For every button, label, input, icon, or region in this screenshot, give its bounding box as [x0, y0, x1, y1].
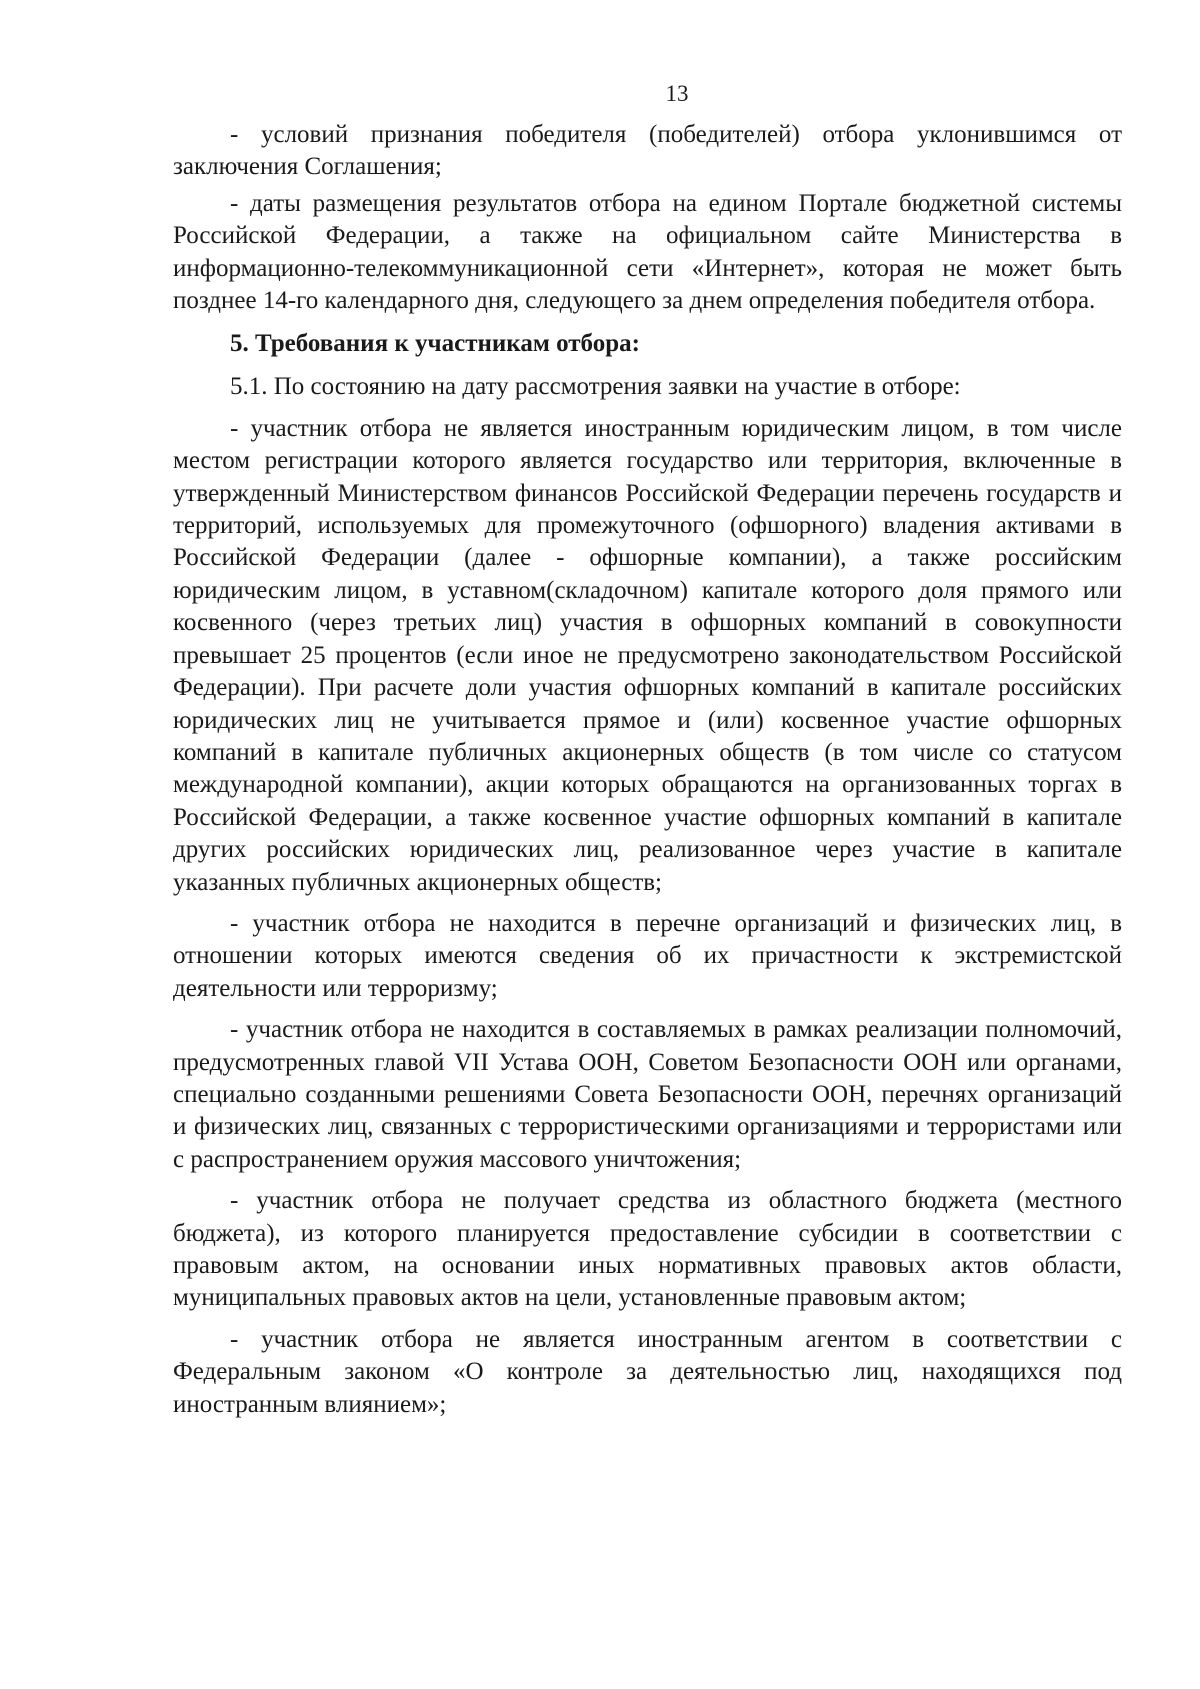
requirement-not-extremist-list: - участник отбора не находится в перечне организаций и физических лиц, в отношении которых имеются сведения об их причастности к экстремистской деятельности или терроризму; — [173, 909, 1122, 1002]
paragraph-5-1: 5.1. По состоянию на дату рассмотрения заявки на участие в отборе: — [230, 373, 961, 401]
section-heading-participant-requirements: 5. Требования к участникам отбора: — [230, 330, 640, 358]
requirement-no-budget-funds: - участник отбора не получает средства из областного бюджета (местного бюджета), из которого планируется предоставление субсидии в соответствии с правовым актом, на основании иных нормативных правовых актов области, муниципальных правовых актов на цели, установленные правовым актом; — [173, 1187, 1122, 1312]
requirement-not-foreign-entity: - участник отбора не является иностранным юридическим лицом, в том числе местом регистрации которого является государство или территория, включенные в утвержденный Министерством финансов Российской Федерации перечень государств и территорий, используемых для промежуточного (офшорного) владения активами в Российской Федерации (далее - офшорные компании), а также российским юридическим лицом, в уставном(складочном) капитале которого доля прямого или косвенного (через третьих лиц) участия в офшорных компаний в совокупности превышает 25 процентов (если иное не предусмотрено законодательством Российской Федерации). При расчете доли участия офшорных компаний в капитале российских юридических лиц не учитывается прямое и (или) косвенное участие офшорных компаний в капитале публичных акционерных обществ (в том числе со статусом международной компании), акции которых обращаются на организованных торгах в Российской Федерации, а также косвенное участие офшорных компаний в капитале других российских юридических лиц, реализованное через участие в капитале указанных публичных акционерных обществ; — [173, 414, 1122, 896]
requirement-not-foreign-agent: - участник отбора не является иностранным агентом в соответствии с Федеральным законом «О контроле за деятельностью лиц, находящихся под иностранным влиянием»; — [173, 1325, 1122, 1418]
paragraph-results-publication-date: - даты размещения результатов отбора на едином Портале бюджетной системы Российской Федерации, а также на официальном сайте Министерства в информационно-телекоммуникационной сети «Интернет», которая не может быть позднее 14-го календарного дня, следующего за днем определения победителя отбора. — [173, 189, 1122, 315]
paragraph-evasion-conditions: - условий признания победителя (победителей) отбора уклонившимся от заключения Соглашения; — [173, 121, 1122, 181]
requirement-not-un-sanctions-list: - участник отбора не находится в составляемых в рамках реализации полномочий, предусмотренных главой VII Устава ООН, Советом Безопасности ООН или органами, специально созданными решениями Совета Безопасности ООН, перечнях организаций и физических лиц, связанных с террористическими организациями и террористами или с распространением оружия массового уничтожения; — [173, 1016, 1122, 1173]
document-body — [173, 119, 1122, 1430]
page-number: 13 — [665, 81, 689, 106]
